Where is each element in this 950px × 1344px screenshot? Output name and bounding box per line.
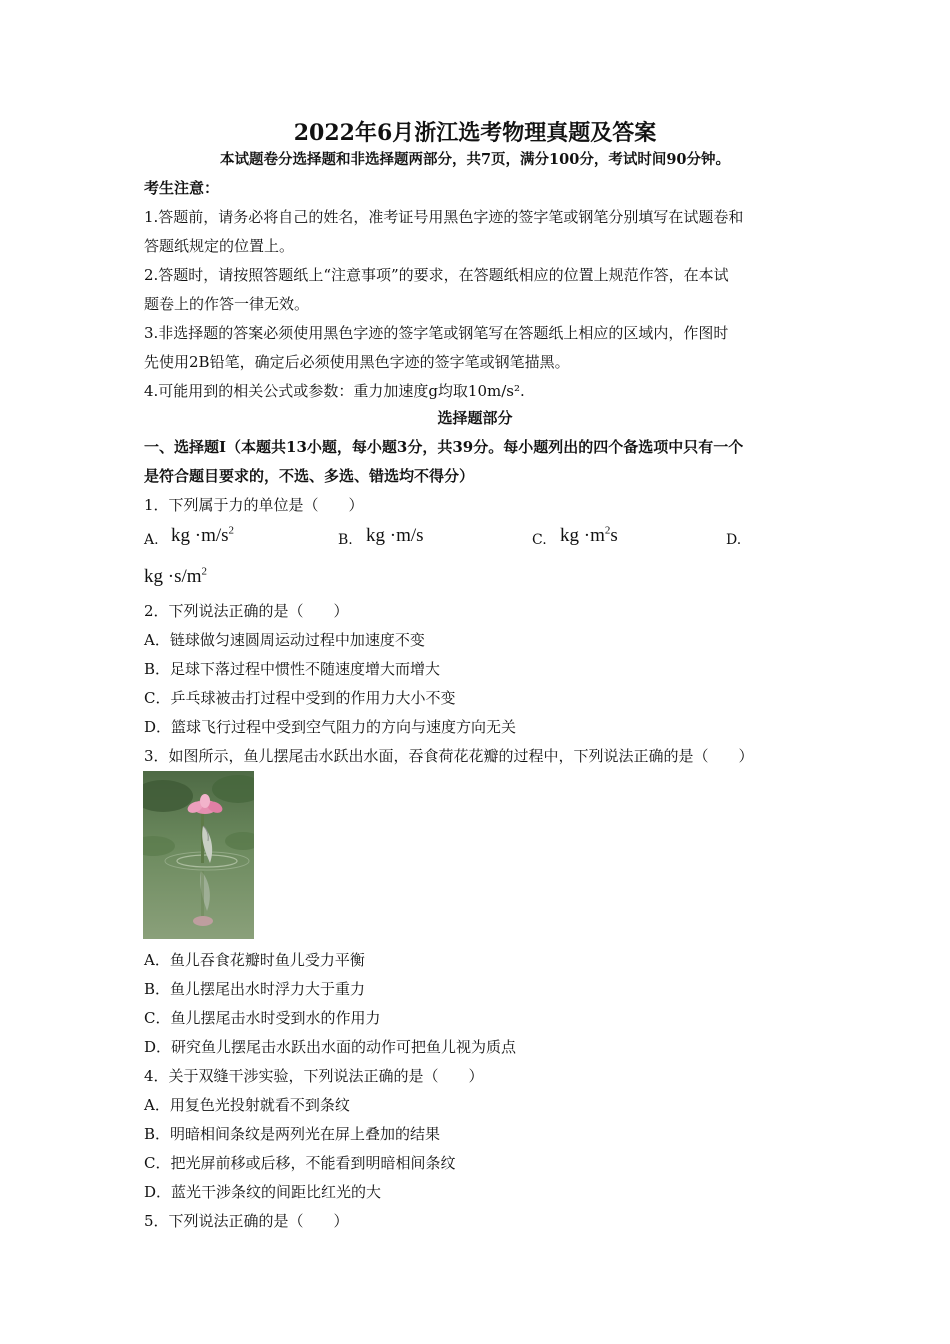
- q4-option-c: C．把光屏前移或后移，不能看到明暗相间条纹: [144, 1154, 456, 1172]
- q1-option-b: [366, 525, 424, 547]
- q4-option-a: A．用复色光投射就看不到条纹: [144, 1096, 350, 1114]
- q3-option-a: A．鱼儿吞食花瓣时鱼儿受力平衡: [144, 951, 365, 969]
- q3-option-c: C．鱼儿摆尾击水时受到水的作用力: [144, 1009, 381, 1027]
- part1-instructions-1: 一、选择题Ⅰ（本题共13小题，每小题3分，共39分。每小题列出的四个备选项中只有一个: [144, 438, 744, 456]
- notice-line-1: 1.答题前，请务必将自己的姓名，准考证号用黑色字迹的签字笔或钢笔分别填写在试题卷和: [144, 208, 744, 226]
- q2-option-b: B．足球下落过程中惯性不随速度增大而增大: [144, 660, 441, 678]
- fish-lotus-illustration: [143, 771, 254, 939]
- notice-heading: 考生注意：: [144, 179, 220, 197]
- notice-line-4: 题卷上的作答一律无效。: [144, 295, 310, 313]
- q4-option-b: B．明暗相间条纹是两列光在屏上叠加的结果: [144, 1125, 441, 1143]
- section-title: 选择题部分: [437, 409, 513, 427]
- q1-a-sup: 2: [228, 524, 235, 537]
- q1-option-a: [171, 525, 234, 547]
- q2-option-a: A．链球做匀速圆周运动过程中加速度不变: [144, 631, 425, 649]
- fish-lotus-photo: [143, 771, 254, 939]
- q3-option-b: B．鱼儿摆尾出水时浮力大于重力: [144, 980, 366, 998]
- q2-option-d: D．篮球飞行过程中受到空气阻力的方向与速度方向无关: [144, 718, 517, 736]
- doc-subtitle: 本试题卷分选择题和非选择题两部分，共7页，满分100分，考试时间90分钟。: [219, 151, 731, 168]
- q1-a-base: kg ·m/s: [171, 525, 229, 546]
- notice-line-5: 3.非选择题的答案必须使用黑色字迹的签字笔或钢笔写在答题纸上相应的区域内，作图时: [144, 324, 729, 342]
- q5-stem: 5．下列说法正确的是（ ）: [144, 1212, 349, 1230]
- doc-title: 2022年6月浙江选考物理真题及答案: [293, 120, 657, 146]
- notice-line-2: 答题纸规定的位置上。: [144, 237, 295, 255]
- q1-b-base: kg ·m/s: [366, 525, 424, 546]
- notice-line-7: 4.可能用到的相关公式或参数：重力加速度g均取10m/s².: [144, 382, 525, 400]
- q3-option-d: D．研究鱼儿摆尾击水跃出水面的动作可把鱼儿视为质点: [144, 1038, 517, 1056]
- q1-label-c: C.: [532, 532, 547, 548]
- notice-line-3: 2.答题时，请按照答题纸上“注意事项”的要求，在答题纸相应的位置上规范作答，在本试: [144, 266, 729, 284]
- q2-option-c: C．乒乓球被击打过程中受到的作用力大小不变: [144, 689, 456, 707]
- q1-stem: 1．下列属于力的单位是（ ）: [144, 496, 364, 514]
- q1-label-b: B.: [338, 532, 353, 548]
- q2-stem: 2．下列说法正确的是（ ）: [144, 602, 349, 620]
- q1-c-tail: s: [610, 525, 618, 546]
- q1-c-sup: 2: [604, 524, 611, 537]
- q1-option-d: [144, 566, 207, 588]
- q4-stem: 4．关于双缝干涉实验，下列说法正确的是（ ）: [144, 1067, 484, 1085]
- q3-stem: 3．如图所示，鱼儿摆尾击水跃出水面，吞食荷花花瓣的过程中，下列说法正确的是（ ）: [144, 747, 754, 765]
- q1-label-d: D.: [726, 532, 742, 548]
- q1-c-base: kg ·m: [560, 525, 605, 546]
- q1-d-sup: 2: [201, 565, 208, 578]
- q1-label-a: A.: [144, 532, 159, 548]
- q1-d-base: kg ·s/m: [144, 566, 202, 587]
- part1-instructions-2: 是符合题目要求的，不选、多选、错选均不得分）: [144, 467, 475, 485]
- notice-line-6: 先使用2B铅笔，确定后必须使用黑色字迹的签字笔或钢笔描黑。: [144, 353, 570, 371]
- q1-option-c: [560, 525, 618, 547]
- q4-option-d: D．蓝光干涉条纹的间距比红光的大: [144, 1183, 382, 1201]
